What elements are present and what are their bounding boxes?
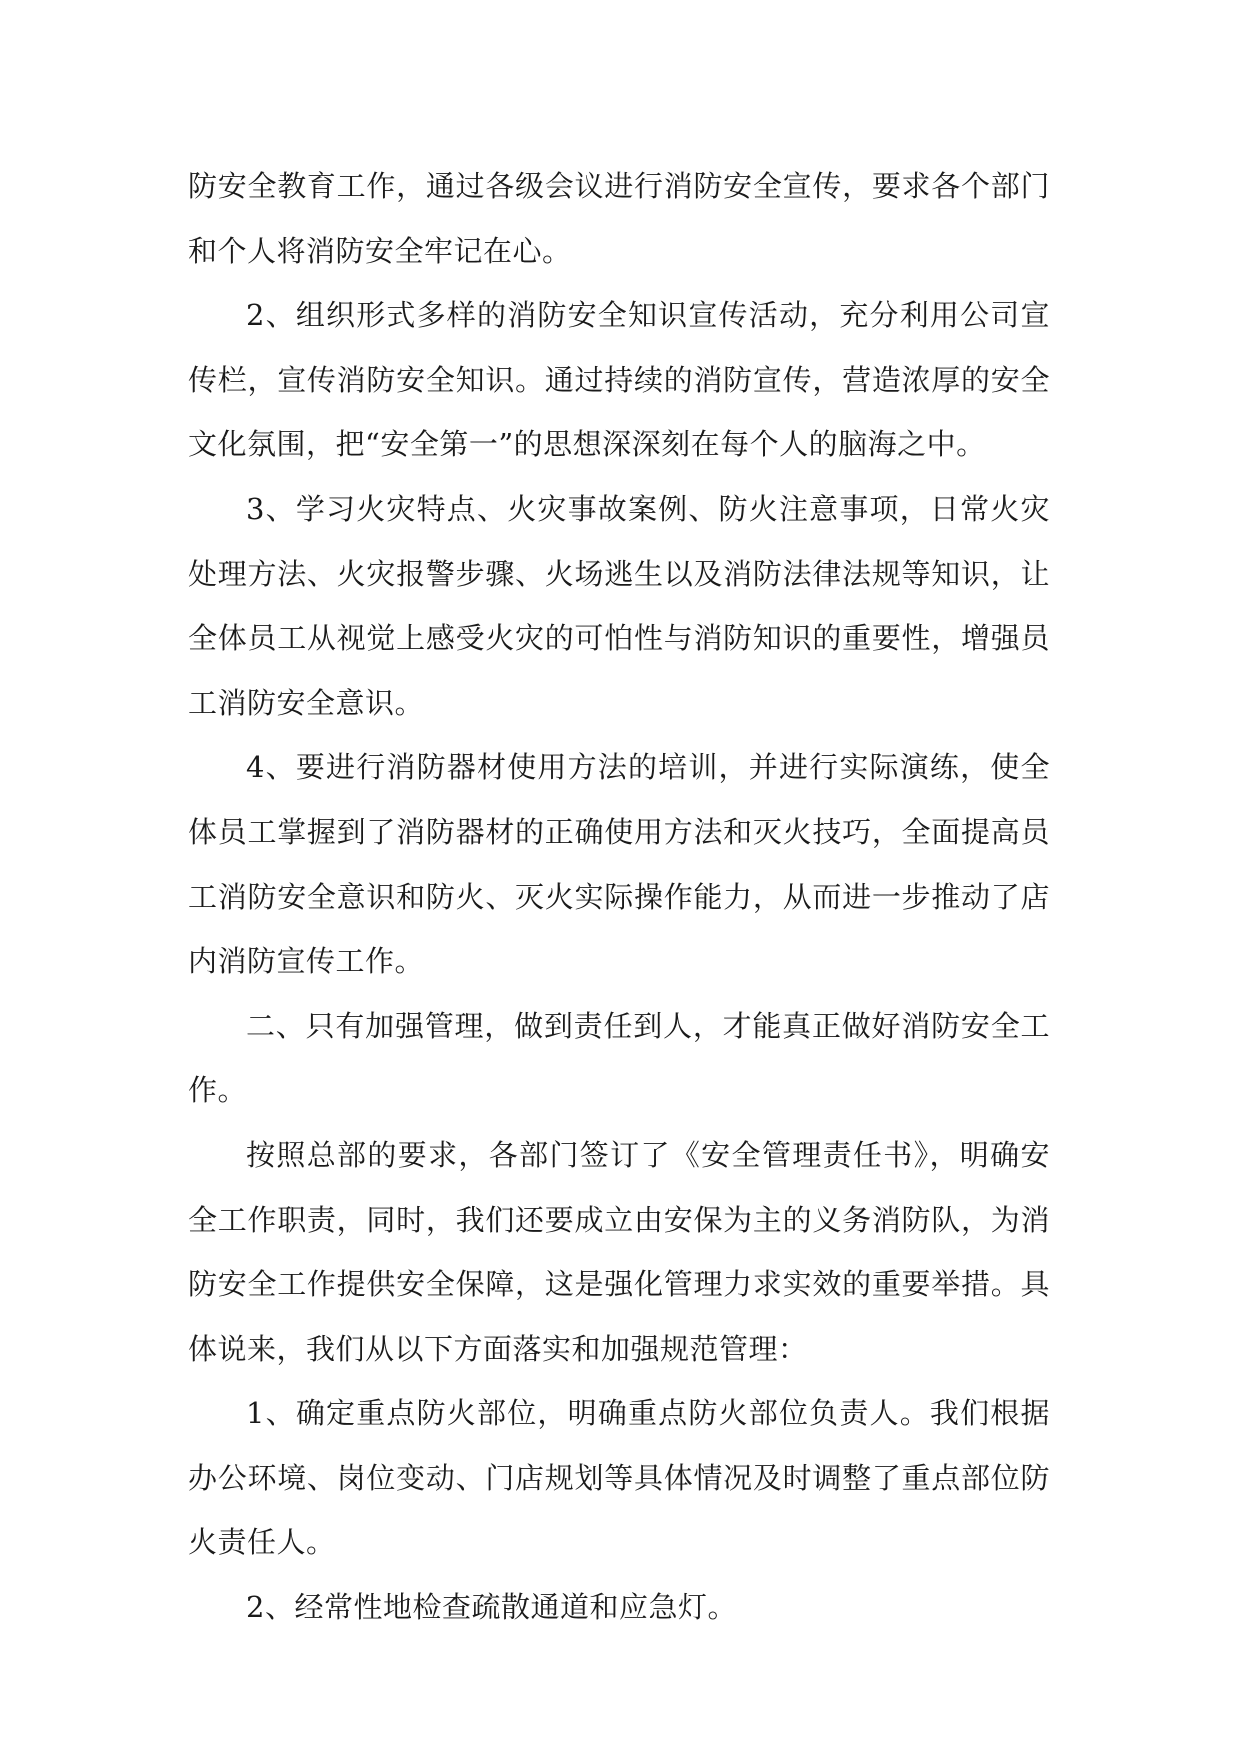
paragraph-item-2: 2、组织形式多样的消防安全知识宣传活动，充分利用公司宣传栏，宣传消防安全知识。通过持续的消防宣传，营造浓厚的安全文化氛围，把“安全第一”的思想深深刻在每个人的脑海之中。 bbox=[188, 298, 1050, 462]
paragraph-continuation: 防安全教育工作，通过各级会议进行消防安全宣传，要求各个部门和个人将消防安全牢记在心。 bbox=[188, 169, 1050, 268]
document-body bbox=[188, 154, 1050, 1640]
paragraph-item-2b: 2、经常性地检查疏散通道和应急灯。 bbox=[246, 1590, 737, 1625]
paragraph-item-1: 1、确定重点防火部位，明确重点防火部位负责人。我们根据办公环境、岗位变动、门店规划等具体情况及时调整了重点部位防火责任人。 bbox=[188, 1396, 1050, 1560]
paragraph-section-intro: 按照总部的要求，各部门签订了《安全管理责任书》，明确安全工作职责，同时，我们还要成立由安保为主的义务消防队，为消防安全工作提供安全保障，这是强化管理力求实效的重要举措。具体说来，我们从以下方面落实和加强规范管理： bbox=[188, 1137, 1050, 1366]
section-heading-2: 二、只有加强管理，做到责任到人，才能真正做好消防安全工作。 bbox=[188, 1008, 1050, 1108]
paragraph-item-4: 4、要进行消防器材使用方法的培训，并进行实际演练，使全体员工掌握到了消防器材的正确使用方法和灭火技巧，全面提高员工消防安全意识和防火、灭火实际操作能力，从而进一步推动了店内消防宣传工作。 bbox=[188, 750, 1050, 979]
paragraph-item-3: 3、学习火灾特点、火灾事故案例、防火注意事项，日常火灾处理方法、火灾报警步骤、火场逃生以及消防法律法规等知识，让全体员工从视觉上感受火灾的可怕性与消防知识的重要性，增强员工消防安全意识。 bbox=[188, 491, 1050, 720]
